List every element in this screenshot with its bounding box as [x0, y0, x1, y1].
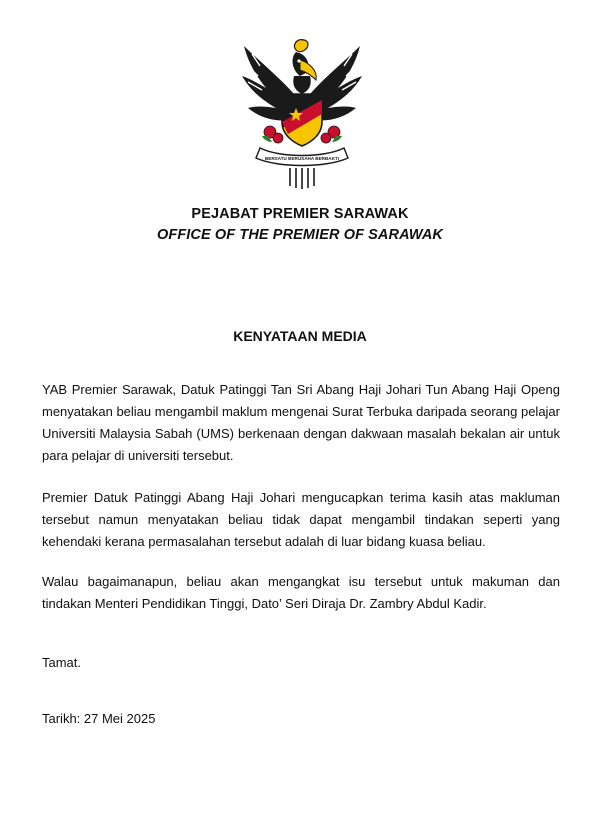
closing-text: Tamat. [42, 655, 82, 670]
statement-paragraph: Walau bagaimanapun, beliau akan mengangkat isu tersebut untuk makuman dan tindakan Menteri Pendidikan Tinggi, Dato’ Seri Diraja Dr. Zambry Abdul Kadir. [42, 574, 560, 611]
motto-ribbon [256, 148, 348, 166]
statement-title: KENYATAAN MEDIA [233, 328, 367, 344]
motto-text: BERSATU BERUSAHA BERBAKTI [264, 156, 340, 161]
statement-paragraph: YAB Premier Sarawak, Datuk Patinggi Tan Sri Abang Haji Johari Tun Abang Haji Openg menyatakan beliau mengambil maklum mengenai Surat Terbuka daripada seorang pelajar Universiti Malaysia Sabah (UMS) berkenaan dengan dakwaan masalah bekalan air untuk para pelajar di universiti tersebut. [42, 382, 560, 463]
sarawak-coat-of-arms-icon [238, 36, 366, 194]
office-name-english: OFFICE OF THE PREMIER OF SARAWAK [157, 227, 443, 243]
hornbill-head [293, 40, 317, 80]
statement-date: Tarikh: 27 Mei 2025 [42, 711, 156, 726]
statement-paragraph: Premier Datuk Patinggi Abang Haji Johari mengucapkan terima kasih atas makluman tersebut namun menyatakan beliau tidak dapat mengambil tindakan seperti yang kehendaki kerana permasalahan tersebut adalah di luar bidang kuasa beliau. [42, 490, 560, 549]
office-name-malay: PEJABAT PREMIER SARAWAK [191, 206, 409, 222]
tail-feathers [290, 168, 314, 189]
shield [282, 94, 322, 146]
